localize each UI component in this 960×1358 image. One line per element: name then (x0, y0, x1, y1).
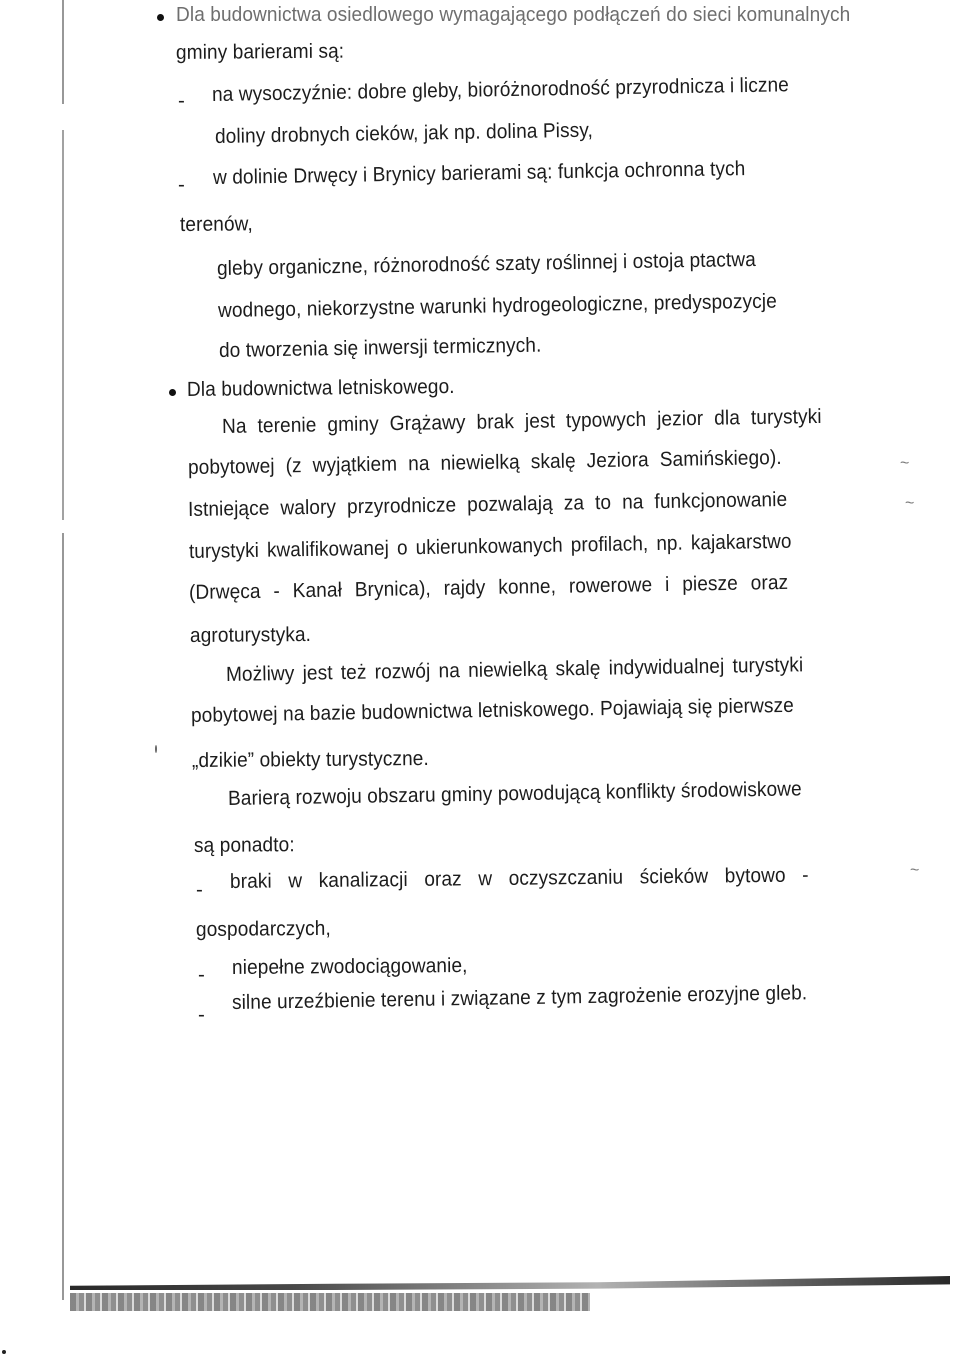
bullet-icon (169, 389, 176, 396)
scan-bottom-edge (70, 1276, 950, 1290)
text-line: gospodarczych, (195, 916, 331, 941)
scan-left-edge (62, 0, 64, 1300)
bullet-icon (157, 14, 164, 21)
text-line: Dla budownictwa letniskowego. (186, 374, 455, 401)
text-line: doliny drobnych cieków, jak np. dolina Pissy, (214, 118, 594, 148)
text-line: na wysoczyźnie: dobre gleby, bioróżnorodność przyrodnicza i liczne (211, 73, 790, 106)
text-line: (Drwęca - Kanał Brynica), rajdy konne, rowerowe i piesze oraz (188, 570, 789, 604)
list-dash: - (198, 1003, 205, 1026)
text-line: turystyki kwalifikowanej o ukierunkowanych profilach, np. kajakarstwo (188, 529, 792, 563)
list-dash: - (196, 878, 203, 901)
text-line: w dolinie Drwęcy i Brynicy barierami są: funkcja ochronna tych (212, 157, 746, 189)
text-line: gleby organiczne, różnorodność szaty roślinnej i ostoja ptactwa (216, 247, 757, 280)
text-line: silne urzeźbienie terenu i związane z tym zagrożenie erozyjne gleb. (231, 981, 808, 1014)
text-line: agroturystyka. (189, 622, 312, 647)
text-line: Istniejące walory przyrodnicze pozwalają za to na funkcjonowanie (187, 487, 788, 521)
text-line: Dla budownictwa osiedlowego wymagającego podłączeń do sieci komunalnych (176, 3, 851, 26)
text-line: Na terenie gminy Grążawy brak jest typowych jezior dla turystyki (221, 404, 822, 438)
text-line: niepełne zwodociągowanie, (231, 954, 468, 979)
text-line: pobytowej (z wyjątkiem na niewielką skalę Jeziora Samińskiego). (187, 445, 782, 479)
list-dash: - (198, 963, 205, 986)
text-line: braki w kanalizacji oraz w oczyszczaniu ścieków bytowo - (229, 863, 809, 893)
scan-mark: ~ (900, 455, 910, 472)
text-line: gminy barierami są: (175, 39, 345, 64)
text-line: wodnego, niekorzystne warunki hydrogeologiczne, predyspozycje (217, 289, 777, 322)
scan-bottom-noise (70, 1293, 590, 1311)
scan-speck (155, 745, 157, 753)
text-line: Barierą rozwoju obszaru gminy powodującą konflikty środowiskowe (227, 777, 802, 810)
list-dash: - (178, 89, 185, 112)
text-line: Możliwy jest też rozwój na niewielką skalę indywidualnej turystyki (225, 653, 804, 686)
list-dash: - (178, 173, 185, 196)
text-line: są ponadto: (193, 833, 295, 857)
scan-speck (2, 1350, 6, 1354)
text-line: do tworzenia się inwersji termicznych. (218, 333, 542, 362)
scan-mark: ~ (905, 495, 915, 512)
text-line: pobytowej na bazie budownictwa letniskowego. Pojawiają się pierwsze (190, 693, 794, 727)
text-line: „dzikie” obiekty turystyczne. (191, 747, 429, 772)
scan-mark: ~ (910, 862, 920, 879)
text-line: terenów, (179, 212, 253, 236)
